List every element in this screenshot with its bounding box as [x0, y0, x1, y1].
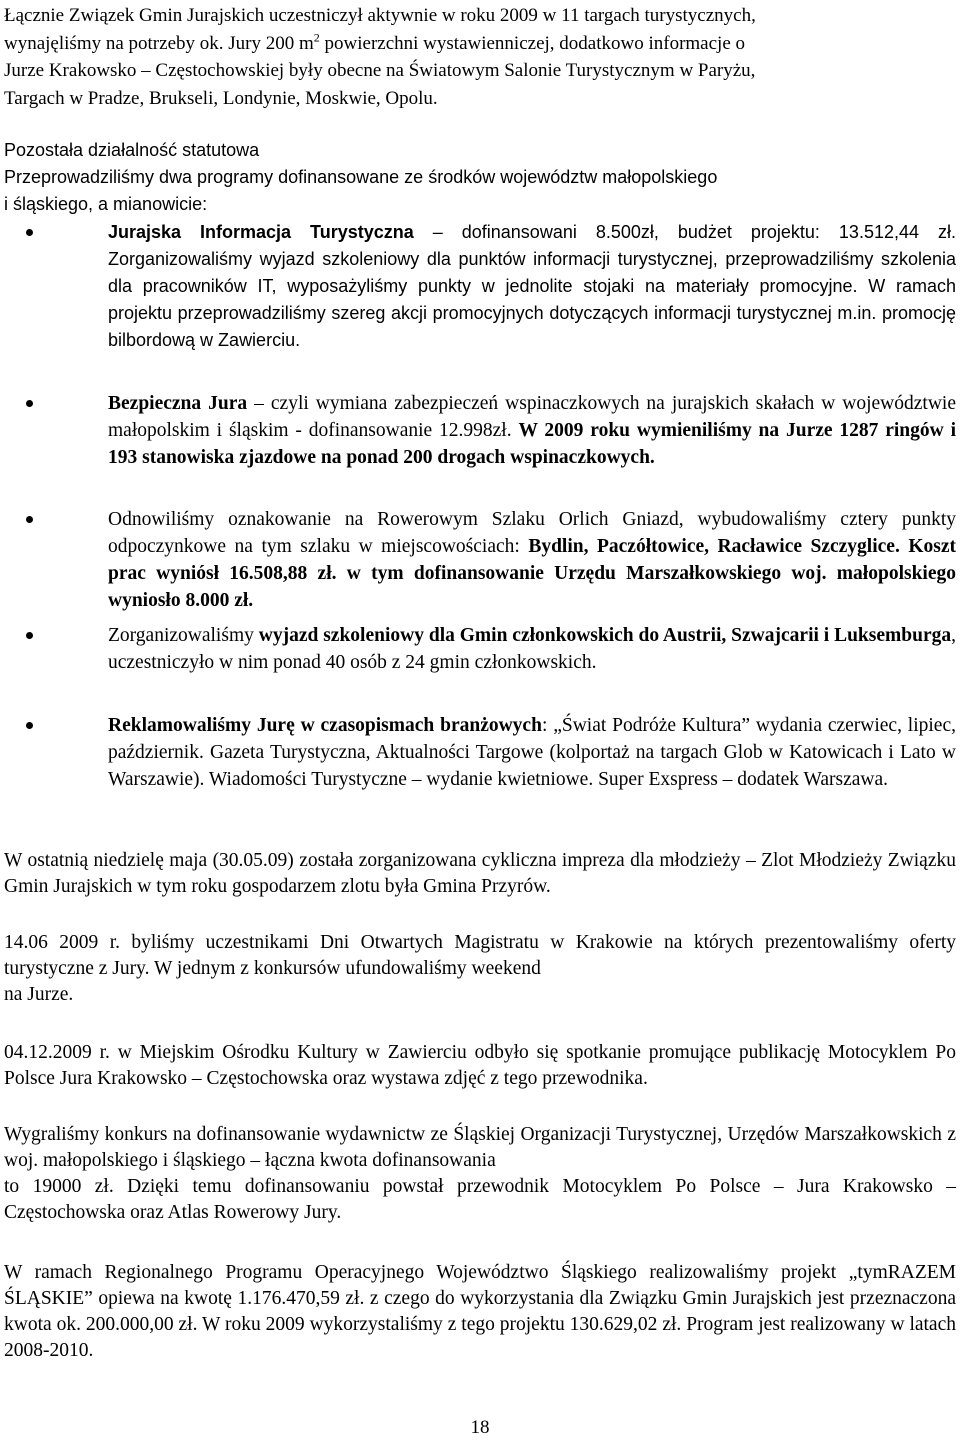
statutory-section [4, 137, 956, 218]
list-item: Reklamowaliśmy Jurę w czasopismach branżowych: „Świat Podróże Kultura” wydania czerwiec, lipiec, październik. Gazeta Turystyczna, Aktualności Targowe (kolportaż na targach Glob w Katowicach i Lato w Warszawie). Wiadomości Turystyczne – wydanie kwietniowe. Super Exspress – dodatek Warszawa. [4, 712, 956, 793]
list-item: Jurajska Informacja Turystyczna – dofinansowani 8.500zł, budżet projektu: 13.512,44 zł. Zorganizowaliśmy wyjazd szkoleniowy dla punktów informacji turystycznej, przeprowadziliśmy szkolenia dla pracowników IT, wyposażyliśmy punkty w jednolite stojaki na materiały promocyjne. W ramach projektu przeprowadziliśmy szereg akcji promocyjnych dotyczących informacji turystycznej m.in. promocję bilbordową w Zawierciu. [4, 219, 956, 382]
section-heading: Pozostała działalność statutowa [4, 140, 260, 160]
bullet-icon [26, 400, 33, 407]
paragraph-magistrat: 14.06 2009 r. byliśmy uczestnikami Dni Otwartych Magistratu w Krakowie na których prezentowaliśmy oferty turystyczne z Jury. W jednym z konkursów ufundowaliśmy weekend na Jurze. [4, 932, 956, 1005]
page-number: 18 [470, 1417, 490, 1438]
bullet-icon [26, 722, 33, 729]
bullet-icon [26, 229, 33, 236]
paragraph-rpo: W ramach Regionalnego Programu Operacyjnego Województwo Śląskiego realizowaliśmy projekt „tymRAZEM ŚLĄSKIE” opiewa na kwotę 1.176.470,59 zł. z czego do wykorzystania dla Związku Gmin Jurajskich jest przeznaczona kwota ok. 200.000,00 zł. W roku 2009 wykorzystaliśmy z tego projektu 130.629,02 zł. Program jest realizowany w latach 2008-2010. [4, 1262, 956, 1361]
intro-paragraph [4, 2, 956, 112]
intro-line: Targach w Pradze, Brukseli, Londynie, Moskwie, Opolu. [4, 87, 438, 109]
superscript: 2 [313, 30, 320, 45]
intro-line: Jurze Krakowsko – Częstochowskiej były obecne na Światowym Salonie Turystycznym w Paryżu, [4, 60, 756, 81]
intro-line: Łącznie Związek Gmin Jurajskich uczestniczył aktywnie w roku 2009 w 11 targach turystycznych, [4, 5, 756, 26]
paragraph-zlot: W ostatnią niedzielę maja (30.05.09) została zorganizowana cykliczna impreza dla młodzieży – Zlot Młodzieży Związku Gmin Jurajskich w tym roku gospodarzem zlotu była Gmina Przyrów. [4, 850, 956, 897]
paragraph-spotkanie: 04.12.2009 r. w Miejskim Ośrodku Kultury w Zawierciu odbyło się spotkanie promujące publikację Motocyklem Po Polsce Jura Krakowsko – Częstochowska oraz wystawa zdjęć z tego przewodnika. [4, 1042, 956, 1089]
program-list [4, 219, 956, 793]
list-item: Odnowiliśmy oznakowanie na Rowerowym Szlaku Orlich Gniazd, wybudowaliśmy cztery punkty odpoczynkowe na tym szlaku w miejscowościach: Bydlin, Paczółtowice, Racławice Szczyglice. Koszt prac wyniósł 16.508,88 zł. w tym dofinansowanie Urzędu Marszałkowskiego woj. małopolskiego wyniosło 8.000 zł. [4, 506, 956, 614]
intro-line: wynajęliśmy na potrzeby ok. Jury 200 $m^2$ powierzchni wystawienniczej, dodatkowo informacje o [4, 30, 746, 54]
paragraph-konkurs: Wygraliśmy konkurs na dofinansowanie wydawnictw ze Śląskiej Organizacji Turystycznej, Urzędów Marszałkowskich z woj. małopolskiego i śląskiego – łączna kwota dofinansowania to 19000 zł. Dzięki temu dofinansowaniu powstał przewodnik Motocyklem Po Polsce – Jura Krakowsko – Częstochowska oraz Atlas Rowerowy Jury. [4, 1124, 956, 1223]
section-line: Przeprowadziliśmy dwa programy dofinansowane ze środków województw małopolskiego [4, 167, 718, 187]
section-line: i śląskiego, a mianowicie: [4, 194, 208, 214]
list-item: Zorganizowaliśmy wyjazd szkoleniowy dla Gmin członkowskich do Austrii, Szwajcarii i Luksemburga, uczestniczyło w nim ponad 40 osób z 24 gmin członkowskich. [4, 622, 956, 704]
bullet-icon [26, 632, 33, 639]
list-item: Bezpieczna Jura – czyli wymiana zabezpieczeń wspinaczkowych na jurajskich skałach w województwie małopolskim i śląskim - dofinansowanie 12.998zł. W 2009 roku wymieniliśmy na Jurze 1287 ringów i 193 stanowiska zjazdowe na ponad 200 drogach wspinaczkowych. [4, 390, 956, 498]
bullet-icon [26, 516, 33, 523]
